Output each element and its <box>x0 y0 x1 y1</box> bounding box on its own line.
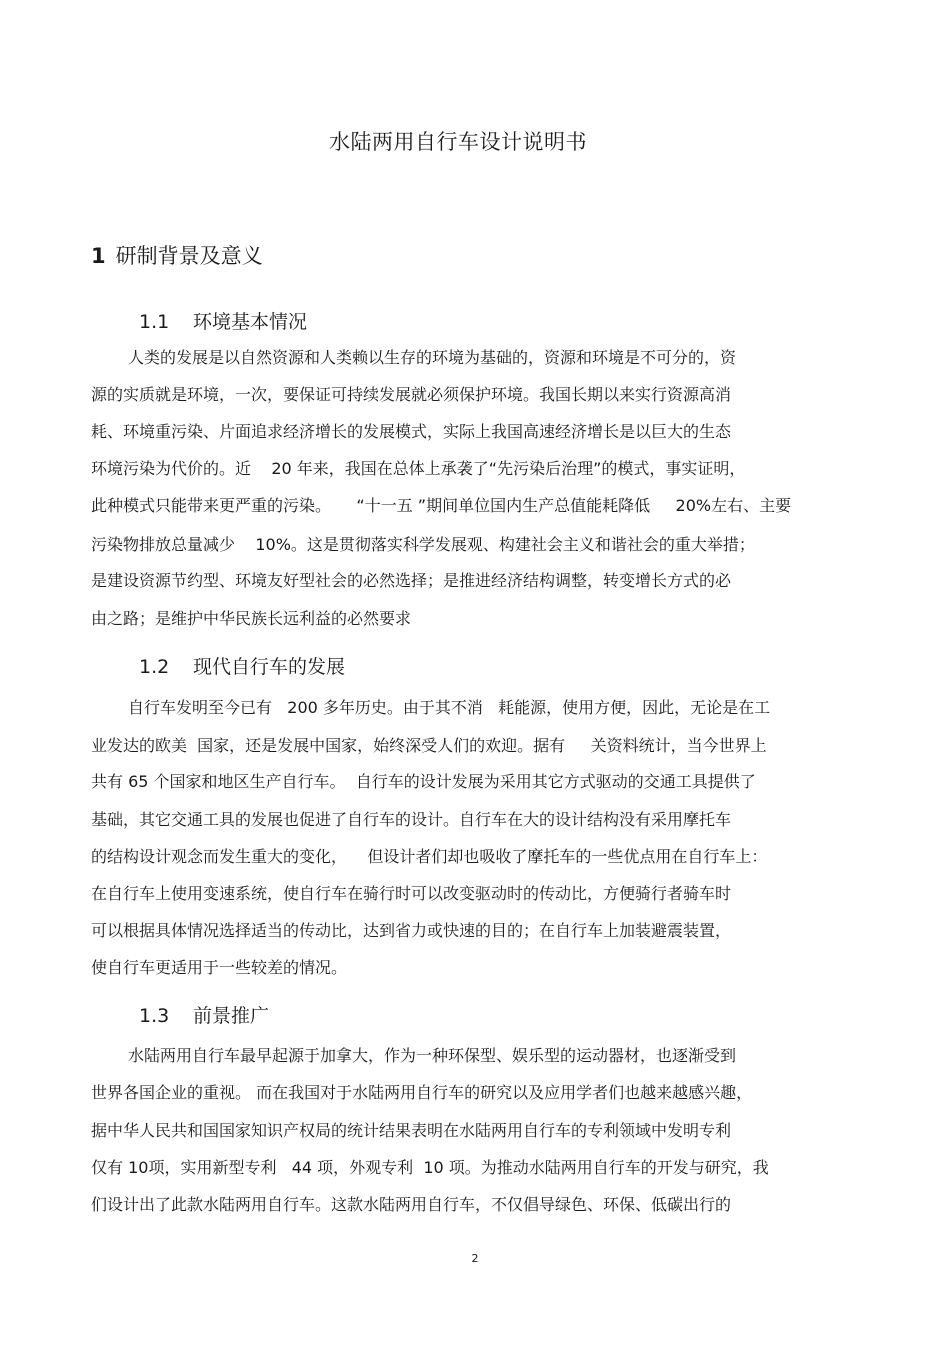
page-number: 2 <box>471 1252 479 1265</box>
paragraph-line: 业发达的欧美 国家，还是发展中国家，始终深受人们的欢迎。据有 关资料统计，当今世界上 <box>91 736 767 755</box>
paragraph-line: 共有 65 个国家和地区生产自行车。 自行车的设计发展为采用其它方式驱动的交通工具提供了 <box>91 772 756 791</box>
paragraph-line: 可以根据具体情况选择适当的传动比，达到省力或快速的目的；在自行车上加装避震装置， <box>91 921 732 940</box>
section-number: 1.3 <box>139 1005 170 1027</box>
section-number: 1 <box>91 244 106 268</box>
paragraph-line: 自行车发明至今已有 200 多年历史。由于其不消 耗能源，使用方便，因此，无论是在工 <box>128 698 771 717</box>
paragraph-line: 世界各国企业的重视。 而在我国对于水陆两用自行车的研究以及应用学者们也越来越感兴趣， <box>91 1083 753 1102</box>
section-1-heading <box>91 240 263 270</box>
section-title: 研制背景及意义 <box>115 244 263 268</box>
section-1-3-heading <box>139 1001 269 1028</box>
document-title: 水陆两用自行车设计说明书 <box>329 130 587 154</box>
paragraph-line: 人类的发展是以自然资源和人类赖以生存的环境为基础的，资源和环境是不可分的，资 <box>128 348 737 367</box>
paragraph-line: 使自行车更适用于一些较差的情况。 <box>91 958 348 977</box>
paragraph-line: 们设计出了此款水陆两用自行车。这款水陆两用自行车，不仅倡导绿色、环保、低碳出行的 <box>91 1195 732 1214</box>
paragraph-line: 此种模式只能带来更严重的污染。 “十一五 ”期间单位国内生产总值能耗降低 20%左右、主要 <box>91 496 792 515</box>
section-title: 现代自行车的发展 <box>193 656 346 678</box>
paragraph-line: 由之路；是维护中华民族长远利益的必然要求 <box>91 609 412 628</box>
section-title: 环境基本情况 <box>193 311 308 333</box>
paragraph-line: 的结构设计观念而发生重大的变化， 但设计者们却也吸收了摩托车的一些优点用在自行车上： <box>91 847 768 866</box>
paragraph-line: 是建设资源节约型、环境友好型社会的必然选择；是推进经济结构调整，转变增长方式的必 <box>91 571 732 590</box>
section-number: 1.1 <box>139 311 170 333</box>
paragraph-line: 水陆两用自行车最早起源于加拿大，作为一种环保型、娱乐型的运动器材，也逐渐受到 <box>128 1046 737 1065</box>
paragraph-line: 据中华人民共和国国家知识产权局的统计结果表明在水陆两用自行车的专利领域中发明专利 <box>91 1121 732 1140</box>
paragraph-line: 源的实质就是环境，一次，要保证可持续发展就必须保护环境。我国长期以来实行资源高消 <box>91 385 732 404</box>
section-1-1-heading <box>139 307 307 334</box>
paragraph-line: 在自行车上使用变速系统，使自行车在骑行时可以改变驱动时的传动比，方便骑行者骑车时 <box>91 884 732 903</box>
paragraph-line: 耗、环境重污染、片面追求经济增长的发展模式，实际上我国高速经济增长是以巨大的生态 <box>91 422 732 441</box>
paragraph-line: 污染物排放总量减少 10%。这是贯彻落实科学发展观、构建社会主义和谐社会的重大举措； <box>91 535 755 554</box>
paragraph-line: 基础，其它交通工具的发展也促进了自行车的设计。自行车在大的设计结构没有采用摩托车 <box>91 810 732 829</box>
paragraph-line: 仅有 10项，实用新型专利 44 项，外观专利 10 项。为推动水陆两用自行车的开发与研究，我 <box>91 1158 769 1177</box>
section-number: 1.2 <box>139 656 170 678</box>
section-1-2-heading <box>139 652 345 679</box>
section-title: 前景推广 <box>193 1005 270 1027</box>
paragraph-line: 环境污染为代价的。近 20 年来，我国在总体上承袭了“先污染后治理”的模式，事实证明， <box>91 459 746 478</box>
